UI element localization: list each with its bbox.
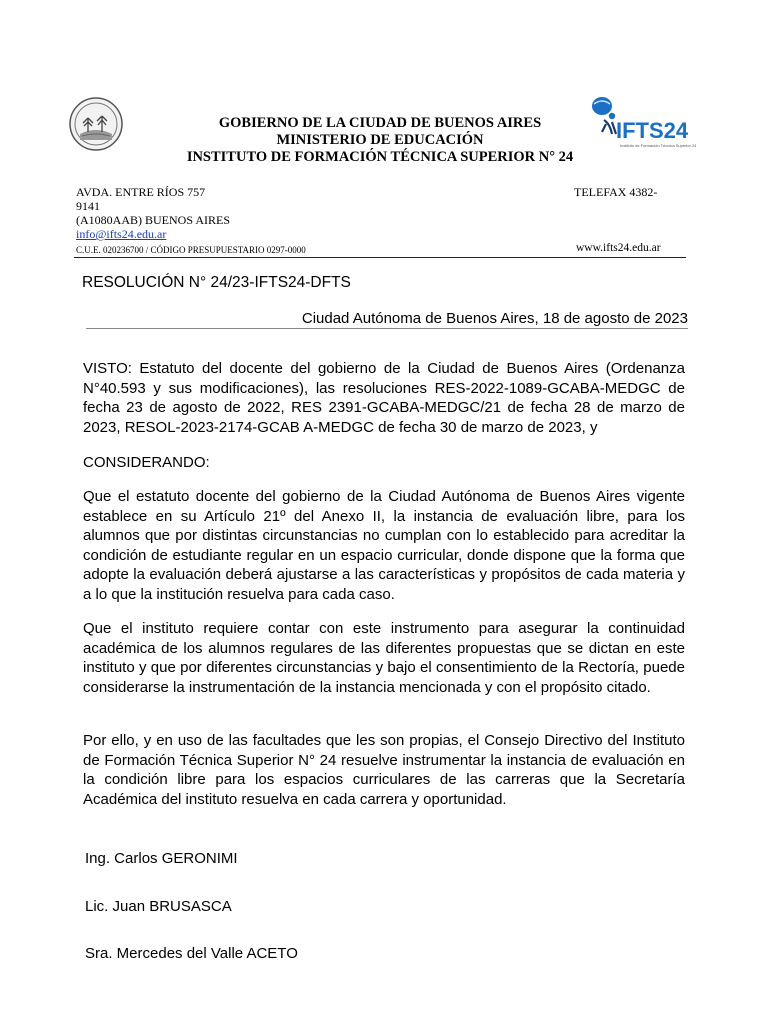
- header-divider: [74, 257, 686, 258]
- header-government: GOBIERNO DE LA CIUDAD DE BUENOS AIRES: [218, 115, 542, 131]
- header-ministry: MINISTERIO DE EDUCACIÓN: [276, 132, 484, 148]
- considerando-heading: CONSIDERANDO:: [83, 454, 210, 471]
- email-link[interactable]: info@ifts24.edu.ar: [76, 227, 167, 241]
- considerando-paragraph-1: Que el estatuto docente del gobierno de la Ciudad Autónoma de Buenos Aires vigente establece en su Artículo 21º del Anexo II, la instancia de evaluación libre, para los alumnos que por distintas circunstancias no cumplan con lo establecido para acreditar la condición de estudiante regular en un espacio curricular, donde dispone que la forma que adopte la evaluación deberá ajustarse a las características y propósitos de cada materia y a lo que la institución resuelva para cada caso.: [83, 488, 685, 603]
- telefax: TELEFAX 4382-: [574, 185, 658, 199]
- logo-tagline: Instituto de Formación Técnica Superior 24: [620, 143, 697, 148]
- city-seal-icon: [68, 96, 124, 152]
- considerando-paragraph-2: Que el instituto requiere contar con este instrumento para asegurar la continuidad académica de los alumnos regulares de las diferentes propuestas que se dictan en este instituto y que por diferentes circunstancias y bajo el consentimiento de la Rectoría, puede considerarse la instrumentación de la instancia mencionada y con el propósito citado.: [83, 620, 685, 696]
- visto-paragraph: VISTO: Estatuto del docente del gobierno de la Ciudad de Buenos Aires (Ordenanza N°40.593 y sus modificaciones), las resoluciones RES-2022-1089-GCABA-MEDGC de fecha 23 de agosto de 2022, RES 2391-GCABA-MEDGC/21 de fecha 28 de marzo de 2023, RESOL-2023-2174-GCAB A-MEDGC de fecha 30 de marzo de 2023, y: [83, 360, 685, 436]
- website: www.ifts24.edu.ar: [576, 242, 661, 254]
- header-institute: INSTITUTO DE FORMACIÓN TÉCNICA SUPERIOR N° 24: [186, 149, 574, 165]
- signature-2: Lic. Juan BRUSASCA: [85, 898, 232, 915]
- cue-code: C.U.E. 020236700 / CÓDIGO PRESUPUESTARIO 0297-0000: [76, 245, 306, 255]
- address-city: (A1080AAB) BUENOS AIRES: [76, 213, 231, 227]
- address-street: AVDA. ENTRE RÍOS 757: [76, 185, 206, 199]
- resolution-number: RESOLUCIÓN N° 24/23-IFTS24-DFTS: [82, 274, 351, 291]
- signature-3: Sra. Mercedes del Valle ACETO: [85, 945, 298, 962]
- logo-text: IFTS24: [616, 118, 689, 143]
- date-line: Ciudad Autónoma de Buenos Aires, 18 de agosto de 2023: [301, 310, 688, 327]
- date-divider: [86, 328, 688, 329]
- signature-1: Ing. Carlos GERONIMI: [85, 850, 238, 867]
- telefax-continued: 9141: [76, 199, 100, 213]
- resolution-paragraph: Por ello, y en uso de las facultades que les son propias, el Consejo Directivo del Instituto de Formación Técnica Superior N° 24 resuelve instrumentar la instancia de evaluación en la condición libre para los espacios curriculares de las carreras que la Secretaría Académica del instituto resuelva en cada carrera y oportunidad.: [83, 732, 685, 808]
